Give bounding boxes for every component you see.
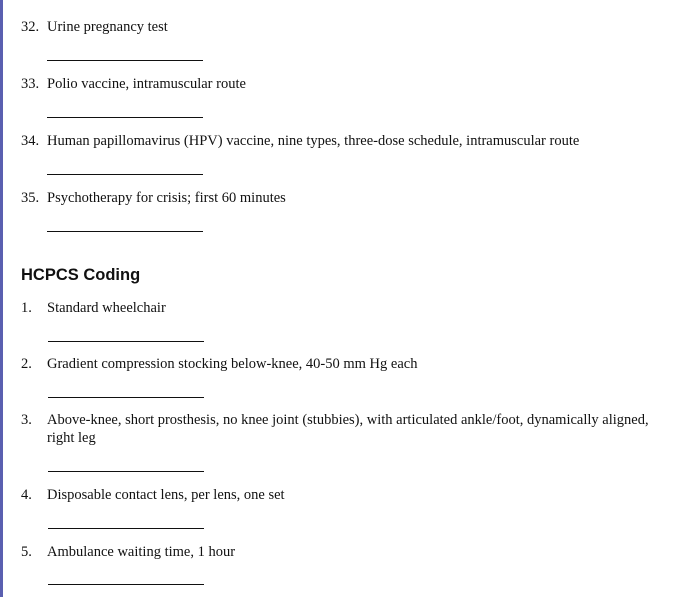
hcpcs-item-4	[21, 486, 678, 504]
answer-line[interactable]	[48, 471, 204, 472]
section-heading: HCPCS Coding	[21, 266, 141, 284]
hcpcs-item-2	[21, 355, 678, 373]
question-number: 5.	[21, 544, 32, 560]
question-item-33	[21, 75, 678, 93]
answer-line[interactable]	[48, 584, 204, 585]
question-number: 34.	[21, 133, 40, 149]
question-text: Human papillomavirus (HPV) vaccine, nine types, three-dose schedule, intramuscular route	[47, 133, 580, 149]
answer-line[interactable]	[48, 528, 204, 529]
question-text: Gradient compression stocking below-knee, 40-50 mm Hg each	[47, 356, 418, 372]
question-number: 33.	[21, 76, 40, 92]
question-text: Above-knee, short prosthesis, no knee joint (stubbies), with articulated ankle/foot, dynamically aligned, right leg	[47, 412, 649, 446]
answer-line[interactable]	[47, 174, 203, 175]
answer-line[interactable]	[48, 397, 204, 398]
question-number: 32.	[21, 19, 40, 35]
question-text: Polio vaccine, intramuscular route	[47, 76, 246, 92]
question-text: Standard wheelchair	[47, 300, 166, 316]
question-item-34	[21, 132, 678, 150]
hcpcs-item-3	[21, 411, 678, 447]
question-number: 1.	[21, 300, 32, 316]
question-text: Psychotherapy for crisis; first 60 minutes	[47, 190, 286, 206]
answer-line[interactable]	[47, 117, 203, 118]
question-item-32	[21, 18, 678, 36]
answer-line[interactable]	[47, 231, 203, 232]
hcpcs-item-5	[21, 543, 678, 561]
answer-line[interactable]	[47, 60, 203, 61]
question-text: Disposable contact lens, per lens, one set	[47, 487, 285, 503]
question-text: Ambulance waiting time, 1 hour	[47, 544, 236, 560]
question-number: 4.	[21, 487, 32, 503]
question-number: 3.	[21, 412, 32, 428]
question-number: 2.	[21, 356, 32, 372]
question-item-35	[21, 189, 678, 207]
question-number: 35.	[21, 190, 40, 206]
question-text: Urine pregnancy test	[47, 19, 168, 35]
page-edge-rule	[0, 0, 3, 597]
answer-line[interactable]	[48, 341, 204, 342]
hcpcs-item-1	[21, 299, 678, 317]
